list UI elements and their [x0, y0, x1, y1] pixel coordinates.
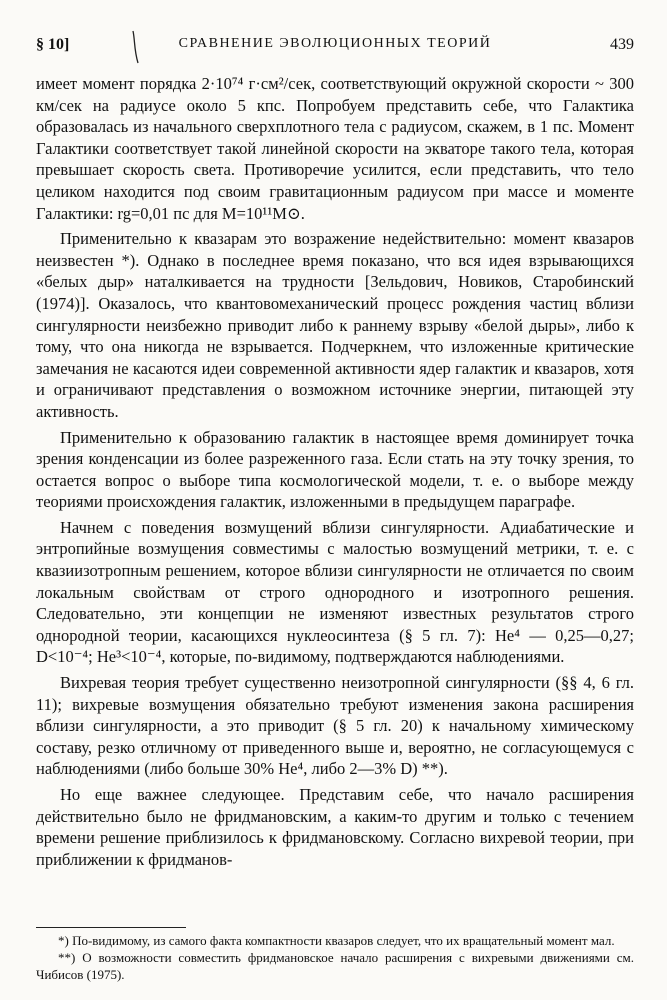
paragraph: Вихревая теория требует существенно неизотропной сингулярности (§§ 4, 6 гл. 11); вихревые возмущения обязательно требуют изменения закона расширения вблизи сингулярности, а это приводит (§ 5 гл. 20) к начальному химическому составу, резко отличному от приведенного выше и, вероятно, не согласующемуся с наблюдениями (либо больше 30% He⁴, либо 2—3% D) **).: [36, 673, 634, 779]
paragraph: имеет момент порядка 2·10⁷⁴ г·см²/сек, соответствующий окружной скорости ~ 300 км/сек на радиусе около 5 кпс. Попробуем представить себе, что Галактика образовалась из начального сверхплотного тела с радиусом, скажем, в 1 пс. Момент Галактики соответствует такой линейной скорости на экваторе такого тела, которая превышает скорость света. Противоречие усилится, если представить, что тело целиком находится под своим гравитационным радиусом при массе и моменте Галактики: rg=0,01 пс для M=10¹¹M⊙.: [36, 74, 634, 223]
paragraph: Но еще важнее следующее. Представим себе, что начало расширения действительно было не фридмановским, а каким-то другим и только с течением времени решение приблизилось к фридмановскому. Согласно вихревой теории, при приближении к фридманов-: [36, 785, 634, 869]
footnote: *) По-видимому, из самого факта компактности квазаров следует, что их вращательный момент мал.: [58, 933, 615, 948]
paragraph: Применительно к образованию галактик в настоящее время доминирует точка зрения конденсации из более разреженного газа. Если стать на эту точку зрения, то остается вопрос о выборе типа космологической модели, т. е. о выборе между теориями происхождения галактик, изложенными в предыдущем параграфе.: [36, 427, 634, 512]
paragraph: Начнем с поведения возмущений вблизи сингулярности. Адиабатические и энтропийные возмущения совместимы с малостью возмущений метрики, т. е. с квазиизотропным решением, которое вблизи сингулярности не отличается по своим локальным свойствам от строго однородного и изотропного решения. Следовательно, эти концепции не изменяют известных результатов строго однородной теории, касающихся нуклеосинтеза (§ 5 гл. 7): He⁴ — 0,25—0,27; D<10⁻⁴; He³<10⁻⁴, которые, по-видимому, подтверждаются наблюдениями.: [36, 517, 634, 667]
footnote: **) О возможности совместить фридмановское начало расширения с вихревыми движениями см. Чибисов (1975).: [36, 950, 634, 982]
main-text: [36, 73, 634, 874]
section-number: § 10]: [36, 36, 70, 53]
footnote-divider: [36, 927, 186, 928]
paragraph: Применительно к квазарам это возражение недействительно: момент квазаров неизвестен *). Однако в последнее время показано, что вся идея взрывающихся «белых дыр» наталкивается на трудности [Зельдович, Новиков, Старобинский (1974)]. Оказалось, что квантовомеханический процесс рождения частиц вблизи сингулярности неизбежно приводит либо к раннему взрыву «белой дыры», либо к тому, что она никогда не взрывается. Подчеркнем, что изложенные критические замечания не касаются идеи современной активности ядер галактик и квазаров, хотя и ограничивают представления о возможном источнике энергии, питающей эту активность.: [36, 229, 634, 421]
running-title: СРАВНЕНИЕ ЭВОЛЮЦИОННЫХ ТЕОРИЙ: [178, 36, 492, 51]
page-header: [36, 36, 634, 60]
page-number: 439: [610, 36, 634, 53]
footnotes: [36, 932, 634, 983]
